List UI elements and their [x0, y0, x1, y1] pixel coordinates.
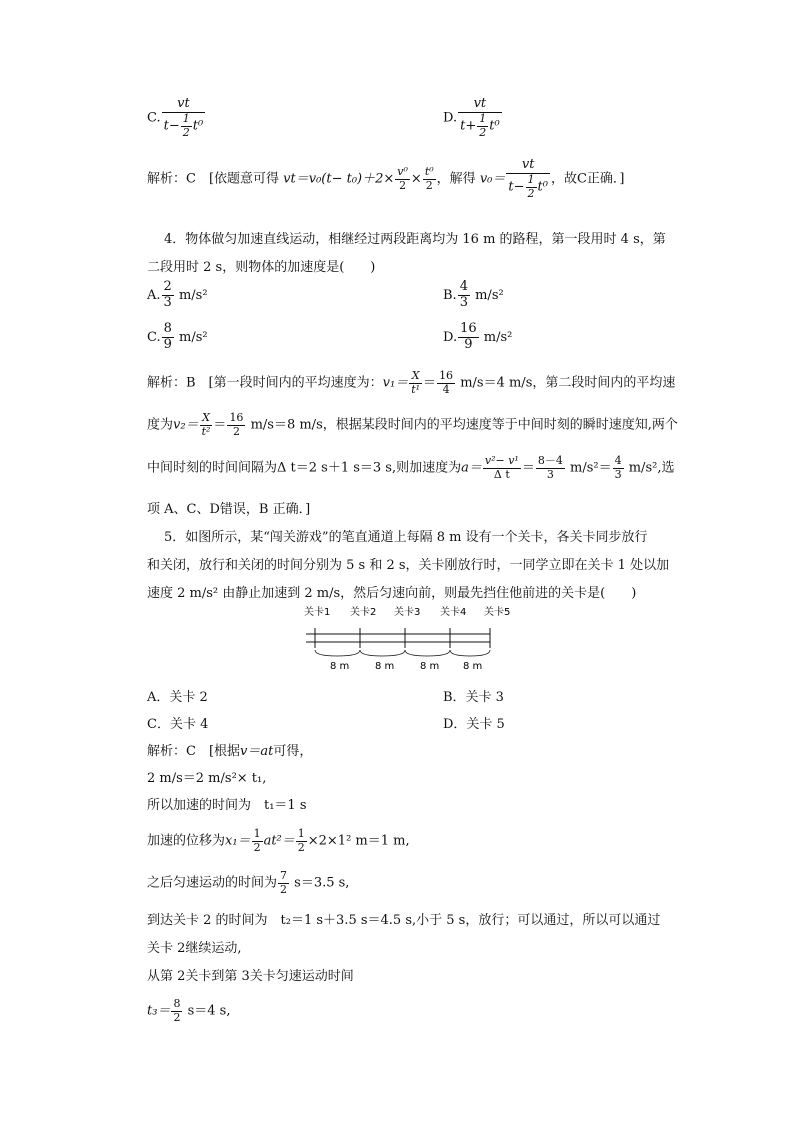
- brace-4: [450, 650, 490, 656]
- q4-a-den: 3: [163, 294, 172, 310]
- q3-solution-result-frac: [506, 158, 550, 200]
- q3-option-c-denominator: [162, 113, 206, 139]
- q4-sol-16b: 16: [229, 411, 244, 424]
- q5-stem-line2: 和关闭，放行和关闭的时间分别为 5 s 和 2 s，关卡刚放行时，一同学立即在关卡 1 处以加: [147, 558, 670, 573]
- q4-sol-84: 8－4: [537, 454, 563, 467]
- q4-option-c-frac: [162, 322, 174, 353]
- q3-option-d-half: [477, 113, 488, 139]
- q5-solution-line6: 到达关卡 2 的时间为 t₂＝1 s＋3.5 s＝4.5 s,小于 5 s，放行；可以通过，所以可以通过: [147, 913, 661, 928]
- q4-sol-aeq: a＝: [461, 460, 482, 476]
- q3-solution-mid: ，解得: [436, 171, 476, 187]
- q5-sol-l4-a: 加速的位移为: [147, 833, 226, 849]
- q3-solution-eq1: vt＝v₀(t− t₀)＋2×: [283, 171, 395, 187]
- q5-stem-line1: 5．如图所示，某“闯关游戏”的笔直通道上每隔 8 m 设有一个关卡，各关卡同步放行: [164, 530, 648, 545]
- q4-sol-x-t2-frac: [200, 412, 213, 438]
- q4-sol-l3-a: 中间时刻的时间间隔为Δ t＝2 s＋1 s＝3 s,则加速度为: [147, 460, 462, 476]
- q5-sol-l5-b: s＝3.5 s,: [294, 875, 350, 891]
- q5-sol-l5-a: 之后匀速运动的时间为: [147, 875, 278, 891]
- gate-label-1: 关卡1: [304, 607, 331, 618]
- q4-stem-line1: 4．物体做匀加速直线运动，相继经过两段距离均为 16 m 的路程，第一段用时 4 s，第: [164, 232, 666, 247]
- q4-option-b-label: B.: [443, 287, 457, 303]
- q3-option-d-den-pre: t+: [460, 118, 477, 134]
- brace-2: [360, 650, 405, 656]
- q5-sol-l1-b: 可得，: [273, 744, 313, 759]
- q4-d-den: 9: [464, 336, 473, 352]
- gap-label-1: 8 m: [330, 661, 350, 672]
- q3-d-half-den: 2: [479, 125, 487, 139]
- q3-sol-half-den: 2: [527, 186, 535, 200]
- q3-sol-v0-den: 2: [399, 178, 407, 192]
- q3-solution-v0: v₀＝: [479, 171, 506, 187]
- q4-sol-v2: v₂＝: [173, 417, 199, 433]
- q4-sol-16-4-frac: [437, 370, 455, 396]
- q4-sol-3: 3: [546, 467, 554, 481]
- q5-sol-half-num: 1: [253, 827, 261, 840]
- q5-sol-half-frac2: [296, 828, 307, 854]
- q4-sol-dv-dt-frac: [483, 455, 521, 481]
- q5-stem-line3: 速度 2 m/s² 由静止加速到 2 m/s，然后匀速向前，则最先挡住他前进的关卡是( ): [147, 586, 637, 601]
- q4-stem-line2: 二段用时 2 s，则物体的加速度是( ): [147, 260, 376, 275]
- q4-sol-4b: 4: [614, 454, 622, 467]
- q3-sol-t0: t⁰: [537, 179, 548, 195]
- gap-label-3: 8 m: [420, 661, 440, 672]
- brace-3: [405, 650, 450, 656]
- q3-sol-t0-den: 2: [425, 178, 433, 192]
- q5-sol-l1-a: 解析：C [根据: [147, 744, 241, 759]
- q4-option-b-frac: [458, 280, 470, 311]
- q4-sol-3b: 3: [614, 467, 622, 481]
- q4-sol-l1-a: 解析：B [第一段时间内的平均速度为：: [147, 375, 383, 391]
- q5-sol-7-2-frac: [278, 870, 289, 896]
- q5-option-a: A．关卡 2: [147, 690, 208, 705]
- q3-c-half-num: 1: [182, 111, 190, 125]
- q4-sol-t1: t¹: [411, 382, 421, 396]
- gate-labels: [304, 605, 510, 618]
- q4-solution-line2: [147, 412, 678, 438]
- gate-label-5: 关卡5: [484, 607, 511, 618]
- q4-sol-dt: Δ t: [493, 467, 510, 481]
- q5-gate-diagram: [300, 602, 511, 674]
- q4-c-den: 9: [163, 336, 172, 352]
- q4-option-c: [147, 322, 208, 353]
- q4-sol-x: X: [409, 370, 422, 384]
- q3-c-t0: t⁰: [192, 118, 204, 134]
- q4-a-num: 2: [163, 279, 172, 294]
- q4-option-d-label: D.: [443, 329, 458, 345]
- q3-sol-half-num: 1: [527, 172, 535, 186]
- q3-option-d-denominator: [458, 113, 502, 139]
- q3-option-c-fraction: [162, 97, 206, 139]
- q5-option-b: B．关卡 3: [443, 690, 504, 705]
- q4-sol-l2-a: 度为: [147, 417, 174, 433]
- q5-solution-line4: [147, 828, 410, 854]
- q4-a-unit: m/s²: [178, 287, 208, 303]
- q3-solution-t0-frac: [423, 166, 436, 192]
- q5-solution-line7: 关卡 2继续运动,: [147, 941, 242, 956]
- q3-option-c-label: C.: [147, 110, 161, 126]
- gap-label-4: 8 m: [463, 661, 483, 672]
- gate-label-4: 关卡4: [440, 607, 467, 618]
- q4-option-a: [147, 280, 208, 311]
- q4-option-d: [443, 322, 512, 353]
- q4-option-a-label: A.: [147, 287, 161, 303]
- q4-solution-line4: 项 A、C、D错误，B 正确．]: [147, 502, 311, 517]
- q4-solution-line1: [147, 370, 675, 396]
- q4-sol-2: 2: [232, 424, 240, 438]
- q5-sol-half-num2: 1: [297, 827, 305, 840]
- q4-b-unit: m/s²: [475, 287, 504, 303]
- gate-label-3: 关卡3: [394, 607, 421, 618]
- q5-sol-l1-eq: v＝at: [240, 744, 274, 759]
- q5-sol-half-den: 2: [253, 840, 261, 854]
- q4-sol-16-2-frac: [227, 412, 245, 438]
- q3-option-c-den-pre: t−: [163, 118, 180, 134]
- q3-sol-result-half: [526, 174, 537, 200]
- q4-sol-v1: v₁＝: [382, 375, 409, 391]
- q4-sol-84-3-frac: [536, 455, 565, 481]
- q5-sol-l9-b: s＝4 s,: [187, 1003, 231, 1019]
- q3-option-d: [443, 97, 503, 139]
- q4-sol-4-3-frac: [613, 455, 624, 481]
- q5-sol-x1: x₁＝: [225, 833, 251, 849]
- q3-sol-result-den-pre: t−: [508, 179, 525, 195]
- q5-sol-t3: t₃＝: [147, 1003, 171, 1019]
- q4-b-den: 3: [459, 294, 468, 310]
- q5-solution-line9: [147, 998, 230, 1024]
- q4-solution-line3: [147, 455, 674, 481]
- q4-option-d-frac: [458, 322, 479, 353]
- q3-option-d-label: D.: [443, 110, 458, 126]
- q4-d-num: 16: [460, 321, 477, 336]
- q5-sol-l4-b: ×2×1² m＝1 m,: [307, 833, 410, 849]
- q4-sol-l3-b: m/s²＝: [570, 460, 612, 476]
- q3-solution-v0-frac: [395, 166, 410, 192]
- q4-sol-eq: ＝: [423, 375, 437, 391]
- q4-sol-4: 4: [442, 382, 450, 396]
- q3-sol-t0-num: t⁰: [424, 164, 434, 178]
- q3-sol-result-num: vt: [506, 158, 550, 174]
- q4-option-b: [443, 280, 504, 311]
- q3-option-d-numerator: vt: [458, 97, 502, 113]
- q5-sol-half-den2: 2: [297, 840, 305, 854]
- q5-sol-8: 8: [173, 997, 181, 1010]
- q4-option-c-label: C.: [147, 329, 161, 345]
- q3-solution-prefix: 解析：C [依题意可得: [147, 171, 280, 187]
- q4-sol-vnum: v²− v¹: [484, 454, 519, 467]
- q3-option-c-numerator: vt: [162, 97, 206, 113]
- q3-sol-v0-num: v⁰: [397, 164, 408, 178]
- q4-sol-eq2: ＝: [213, 417, 227, 433]
- q3-d-t0: t⁰: [489, 118, 500, 134]
- brace-1: [315, 650, 360, 656]
- q4-option-a-frac: [162, 280, 174, 311]
- q5-sol-at: at²＝: [263, 833, 295, 849]
- q3-option-c: [147, 97, 206, 139]
- gate-label-2: 关卡2: [350, 607, 377, 618]
- q4-sol-l1-b: m/s＝4 m/s，第二段时间内的平均速: [460, 375, 676, 391]
- q4-b-num: 4: [459, 279, 468, 294]
- q3-option-c-half: [181, 113, 192, 139]
- q5-option-c: C．关卡 4: [147, 717, 209, 732]
- q5-option-d: D．关卡 5: [443, 717, 505, 732]
- q4-sol-x2: X: [200, 412, 213, 426]
- q3-solution: [147, 158, 624, 200]
- q5-solution-line3: 所以加速的时间为 t₁＝1 s: [147, 798, 307, 813]
- q3-sol-result-den: [506, 174, 550, 200]
- q3-sol-times: ×: [410, 171, 422, 187]
- q3-c-half-den: 2: [182, 125, 190, 139]
- q4-sol-16: 16: [439, 369, 454, 382]
- q4-sol-l3-c: m/s²,选: [628, 460, 675, 476]
- q3-option-d-fraction: [458, 97, 502, 139]
- q5-sol-half-frac: [252, 828, 263, 854]
- q5-sol-7: 7: [280, 869, 288, 882]
- q4-sol-x-t1-frac: [409, 370, 422, 396]
- gap-label-2: 8 m: [375, 661, 395, 672]
- q4-sol-t2: t²: [201, 424, 211, 438]
- q5-sol-2: 2: [280, 882, 288, 896]
- q4-c-num: 8: [163, 321, 172, 336]
- q4-sol-eq3: ＝: [521, 460, 535, 476]
- q3-d-half-num: 1: [479, 111, 487, 125]
- q5-sol-2b: 2: [173, 1010, 181, 1024]
- q5-solution-line8: 从第 2关卡到第 3关卡匀速运动时间: [147, 969, 354, 984]
- q5-sol-8-2-frac: [171, 998, 182, 1024]
- q4-c-unit: m/s²: [179, 329, 208, 345]
- q5-solution-line1: [147, 740, 312, 759]
- q4-sol-l2-b: m/s＝8 m/s，根据某段时间内的平均速度等于中间时刻的瞬时速度知,两个: [250, 417, 678, 433]
- q4-d-unit: m/s²: [483, 329, 513, 345]
- q5-solution-line2: 2 m/s＝2 m/s²× t₁,: [147, 771, 267, 786]
- q3-solution-end: ，故C正确．]: [550, 171, 625, 187]
- q5-solution-line5: [147, 870, 349, 896]
